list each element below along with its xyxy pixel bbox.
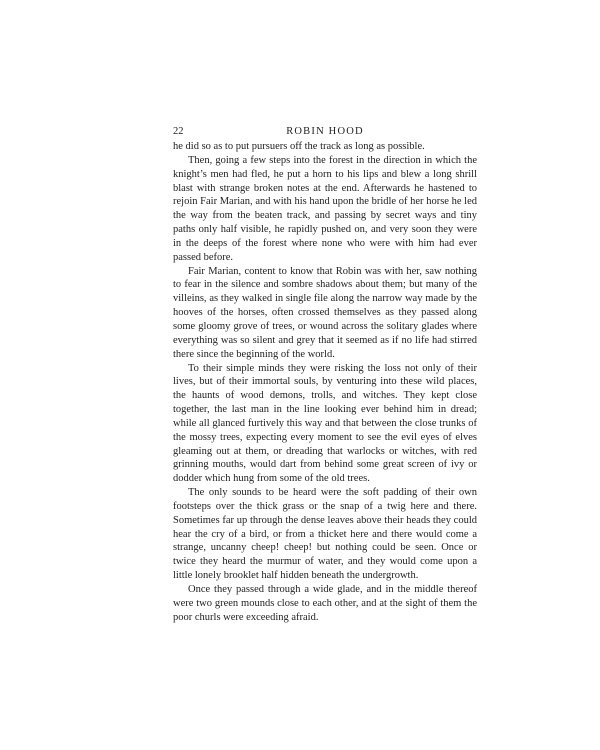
paragraph: The only sounds to be heard were the soft padding of their own footsteps over the thick grass or the snap of a twig here and there. Sometimes far up through the dense leaves above their heads they could hear the cry of a bird, or from a thicket here and there would come a strange, uncanny cheep! cheep! but nothing could be seen. Once or twice they heard the murmur of water, and they would come upon a little lonely brooklet half hidden beneath the undergrowth.	[173, 487, 477, 582]
page-number: 22	[173, 126, 184, 137]
body-text	[173, 140, 477, 625]
running-title: ROBIN HOOD	[286, 126, 364, 137]
paragraph: To their simple minds they were risking the loss not only of their lives, but of their immortal souls, by venturing into these wild places, the haunts of wood demons, trolls, and witches. They kept close together, the last man in the line looking ever behind him in dread; while all glanced furtively this way and that between the close trunks of the mossy trees, expecting every moment to see the evil eyes of elves gleaming out at them, or dreading that warlocks or witches, with red grinning mouths, would dart from behind some great screen of ivy or dodder which hung from some of the old trees.	[173, 362, 477, 485]
paragraph: Fair Marian, content to know that Robin was with her, saw nothing to fear in the silence and sombre shadows about them; but many of the villeins, as they walked in single file along the narrow way made by the hooves of the horses, often crossed themselves as they passed along some gloomy grove of trees, or wound across the solitary glades where everything was so silent and grey that it seemed as if no life had stirred there since the beginning of the world.	[173, 265, 477, 360]
running-head	[173, 126, 477, 140]
paragraph-continued: he did so as to put pursuers off the track as long as possible.	[173, 141, 425, 152]
paragraph: Then, going a few steps into the forest in the direction in which the knight’s men had fled, he put a horn to his lips and blew a long shrill blast with strange broken notes at the end. Afterwards he hastened to rejoin Fair Marian, and with his hand upon the bridle of her horse he led the way from the beaten track, and passing by secret ways and tiny paths only half visible, he rapidly pushed on, and very soon they were in the deeps of the forest where none who were with him had ever passed before.	[173, 154, 477, 263]
paragraph: Once they passed through a wide glade, and in the middle thereof were two green mounds close to each other, and at the sight of them the poor churls were exceeding afraid.	[173, 584, 477, 623]
